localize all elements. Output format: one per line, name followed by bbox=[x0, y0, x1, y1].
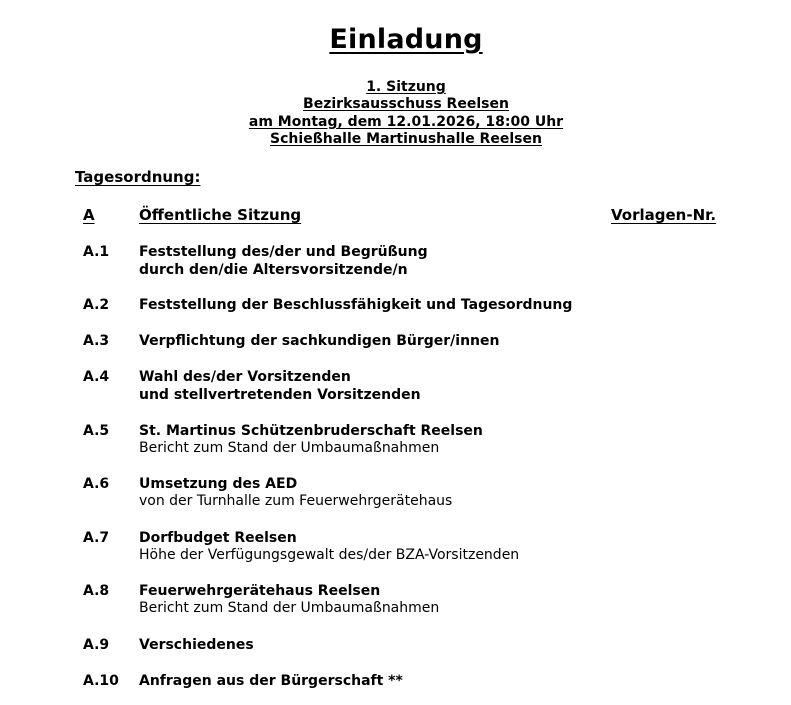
agenda-item-title: Feststellung der Beschlussfähigkeit und Tagesordnung bbox=[139, 297, 573, 313]
agenda-item-number: A.5 bbox=[83, 423, 110, 439]
agenda-item-text bbox=[139, 243, 428, 279]
agenda-item-text bbox=[139, 368, 421, 404]
agenda-item-title: Verpflichtung der sachkundigen Bürger/innen bbox=[139, 333, 500, 349]
agenda-item-number: A.8 bbox=[83, 583, 110, 599]
agenda-item-title: Umsetzung des AED bbox=[139, 476, 298, 492]
agenda-item-number: A.9 bbox=[83, 637, 110, 653]
agenda-item-description: von der Turnhalle zum Feuerwehrgerätehaus bbox=[139, 493, 453, 509]
agenda-item-number: A.1 bbox=[83, 244, 110, 260]
agenda-item-description: Bericht zum Stand der Umbaumaßnahmen bbox=[139, 600, 440, 616]
section-title: Öffentliche Sitzung bbox=[139, 206, 302, 224]
agenda-item-text bbox=[139, 529, 519, 564]
agenda-item-description: Bericht zum Stand der Umbaumaßnahmen bbox=[139, 440, 440, 456]
agenda-item-description: Höhe der Verfügungsgewalt des/der BZA-Vorsitzenden bbox=[139, 547, 520, 563]
session-number: 1. Sitzung bbox=[366, 79, 446, 95]
agenda-item-title: Wahl des/der Vorsitzenden bbox=[139, 369, 351, 385]
meeting-location: Schießhalle Martinushalle Reelsen bbox=[270, 131, 542, 147]
agenda-item-text bbox=[139, 636, 254, 654]
agenda-item-text bbox=[139, 475, 452, 510]
agenda-item-text bbox=[139, 296, 572, 314]
agenda-heading: Tagesordnung: bbox=[75, 168, 201, 186]
agenda-item-title-continued: durch den/die Altersvorsitzende/n bbox=[139, 262, 408, 278]
agenda-item-title: Anfragen aus der Bürgerschaft ** bbox=[139, 673, 403, 689]
agenda-item-text bbox=[139, 582, 439, 617]
agenda-item-title: St. Martinus Schützenbruderschaft Reelsen bbox=[139, 423, 483, 439]
agenda-item-number: A.6 bbox=[83, 476, 110, 492]
section-number: A bbox=[83, 206, 95, 224]
agenda-item-number: A.10 bbox=[83, 673, 119, 689]
reference-number-header: Vorlagen-Nr. bbox=[611, 206, 717, 224]
agenda-item-number: A.3 bbox=[83, 333, 110, 349]
agenda-item-title: Verschiedenes bbox=[139, 637, 254, 653]
meeting-datetime: am Montag, dem 12.01.2026, 18:00 Uhr bbox=[248, 114, 564, 130]
agenda-item-text bbox=[139, 422, 483, 457]
agenda-item-number: A.7 bbox=[83, 530, 110, 546]
document-title: Einladung bbox=[329, 24, 483, 55]
agenda-item-number: A.2 bbox=[83, 297, 110, 313]
agenda-item-text bbox=[139, 672, 403, 690]
agenda-item-title: Feuerwehrgerätehaus Reelsen bbox=[139, 583, 381, 599]
committee-name: Bezirksausschuss Reelsen bbox=[303, 96, 509, 112]
agenda-item-number: A.4 bbox=[83, 369, 110, 385]
agenda-item-title: Dorfbudget Reelsen bbox=[139, 530, 297, 546]
agenda-item-text bbox=[139, 332, 500, 350]
agenda-item-title-continued: und stellvertretenden Vorsitzenden bbox=[139, 387, 421, 403]
agenda-item-title: Feststellung des/der und Begrüßung bbox=[139, 244, 428, 260]
